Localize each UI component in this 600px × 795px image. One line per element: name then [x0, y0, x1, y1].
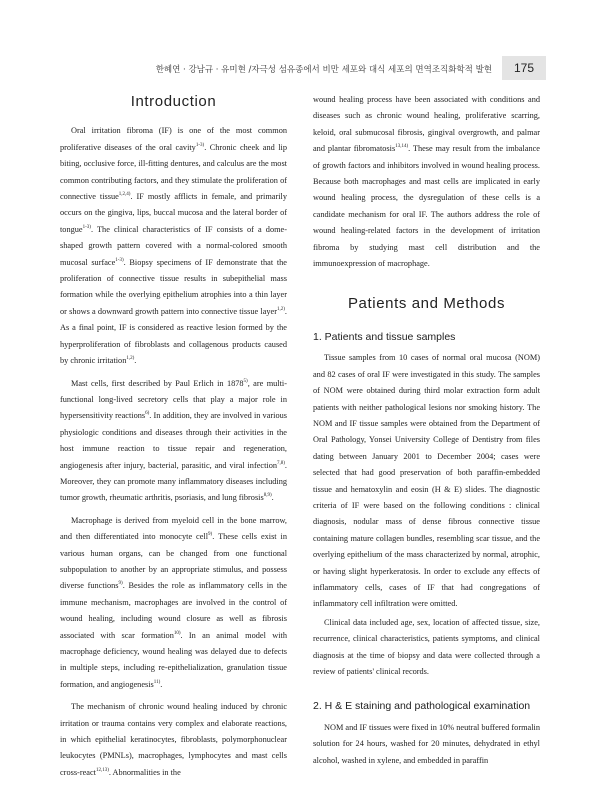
- citation-ref: 1,2): [126, 356, 135, 362]
- subsection-1-heading: 1. Patients and tissue samples: [313, 330, 456, 343]
- methods-paragraph-2: [313, 615, 540, 681]
- text-run: . These cells exist in various human organs, can be changed from one functional subpopulation to another by an appropriate stimulus, and possess diverse functions: [60, 532, 287, 591]
- text-run: . Moreover, they can promote many inflammatory diseases including tumor growth, rheumatic arthritis, psoriasis, and lung fibrosis: [60, 460, 287, 503]
- page-header: [0, 56, 600, 82]
- text-run: . IF mostly afflicts in female, and primarily occurs on the gingiva, lips, buccal mucosa and the lateral border of tongue: [60, 192, 287, 234]
- text-run: Clinical data included age, sex, location of affected tissue, size, recurrence, clinical characteristics, patients symptoms, and clinical diagnosis at the time of biopsy and data were collected through a review of patients' clinical records.: [313, 617, 540, 676]
- text-run: Oral irritation fibroma (IF) is one of the most common proliferative diseases of the oral cavity: [60, 126, 287, 152]
- intro-continuation-paragraph: [313, 92, 540, 272]
- text-run: , are multi-functional long-lived secretory cells that play a major role in hypersensitivity reactions: [60, 378, 287, 421]
- text-run: . Besides the role as inflammatory cells in the immune mechanism, macrophages are involved in the control of wound healing, including wound closure as well as fibrosis associated with scar formation: [60, 581, 287, 640]
- patients-methods-heading: Patients and Methods: [347, 295, 506, 313]
- text-run: .: [134, 356, 137, 366]
- citation-ref: 5): [243, 378, 248, 384]
- intro-paragraph-2: [60, 376, 287, 507]
- introduction-heading: Introduction: [130, 93, 217, 110]
- intro-paragraph-1: [60, 123, 287, 369]
- citation-ref: 6): [145, 411, 150, 417]
- citation-ref: 10): [173, 630, 181, 636]
- text-run: .: [271, 493, 274, 503]
- citation-ref: 8,9): [263, 493, 272, 499]
- text-run: . These may result from the imbalance of growth factors and inhibitors involved in wound healing process. Because both macrophages and mast cells are implicated in early wound healing process, the dysregulation of these cells is a candidate mechanism for oral IF. The authors address the role of wound healing-related factors in the development of irritation fibroma by studying mast cell distribution and the immunoexpression of macrophage.: [313, 144, 540, 269]
- citation-ref: 1-3): [115, 257, 124, 263]
- subsection-2-heading: 2. H & E staining and pathological examination: [313, 700, 531, 713]
- text-run: . The clinical characteristics of IF consists of a dome-shaped growth pattern covered with a normal-colored smooth mucosal surface: [60, 224, 287, 267]
- running-title: 한혜연 · 강남규 · 유미현 /자극성 섬유종에서 비만 세포와 대식 세포의 면역조직화학적 발현: [155, 65, 492, 75]
- citation-ref: 9): [118, 581, 123, 587]
- intro-paragraph-4: [60, 699, 287, 781]
- text-run: Tissue samples from 10 cases of normal oral mucosa (NOM) and 82 cases of oral IF were investigated in this study. The samples of NOM were obtained during third molar extraction form adult patients with neither pathological lesions nor smoking history. The NOM and IF tissue samples were obtained from the Department of Oral Pathology, Yonsei University College of Dentistry from files dating between January 2001 to December 2004; cases were selected that had good preservation of both paraffin-embedded tissue and hematoxylin and eosin (H & E) slides. The diagnostic criteria of IF were based on the following conditions : clinical diagnosis, nodular mass of dense fibrous connective tissue containing mature collagen bundles, resembling scar tissue, and the overlying epithelium of the mass characterized by normal, atrophic, or having slight hyperkeratosis. In order to exclude any effects of inflammatory cells, cases of IF that had congregations of inflammatory cell infiltration were omitted.: [313, 353, 540, 609]
- text-run: .: [160, 679, 163, 689]
- methods-paragraph-1: [313, 350, 540, 613]
- text-run: . In addition, they are involved in various physiologic conditions and diseases through their activities in the host immune reaction to tissue repair and regeneration, angiogenesis after injury, bacterial, parasitic, and viral infection: [60, 411, 287, 470]
- citation-ref: 1-3): [82, 224, 91, 230]
- text-run: . In an animal model with macrophage deficiency, wound healing was delayed due to defects in multiple steps, including re-epithelialization, granulation tissue formation, and angiogenesis: [60, 630, 287, 689]
- citation-ref: 7,8): [277, 460, 285, 466]
- page-number: 175: [502, 56, 546, 80]
- citation-ref: 1-3): [195, 142, 205, 148]
- citation-ref: 11): [153, 679, 161, 685]
- text-run: . Biopsy specimens of IF demonstrate that the proliferation of connective tissue results in subepithelial mass formation while the overlying epithelium atrophies into a thin layer or shows a downward growth pattern into connective tissue layer: [60, 257, 287, 316]
- citation-ref: 13,14): [395, 144, 409, 150]
- left-column: [60, 92, 287, 792]
- citation-ref: 12,13): [95, 767, 109, 773]
- text-run: wound healing process have been associated with conditions and diseases such as chronic wound healing, proliferative scarring, keloid, oral submucosal fibrosis, gingival overgrowth, and palmar and plantar fibromatosis: [313, 95, 540, 154]
- text-run: Mast cells, first described by Paul Erlich in 1878: [71, 378, 244, 388]
- text-run: NOM and IF tissues were fixed in 10% neutral buffered formalin solution for 24 hours, washed for 20 minutes, dehydrated in ethyl alcohol, washed in xylene, and embedded in paraffin: [313, 722, 540, 765]
- text-run: . Abnormalities in the: [108, 767, 181, 777]
- text-run: The mechanism of chronic wound healing induced by chronic irritation or trauma contains very complex and elaborate reactions, in which epithelial keratinocytes, fibroblasts, polymorphonuclear leukocytes (PMNLs), macrophages, lymphocytes and mast cells cross-react: [60, 702, 287, 777]
- right-column: [313, 92, 540, 792]
- citation-ref: 9): [208, 532, 213, 538]
- intro-paragraph-3: [60, 513, 287, 693]
- citation-ref: 1,2,4): [118, 192, 131, 198]
- text-run: . As a final point, IF is considered as reactive lesion formed by the hyperproliferation of fibroblasts and collagenous products caused by chronic irritation: [60, 306, 287, 366]
- methods-paragraph-3: [313, 720, 540, 769]
- text-run: Macrophage is derived from myeloid cell in the bone marrow, and then differentiated into monocyte cell: [60, 515, 287, 542]
- citation-ref: 1,2): [277, 306, 285, 312]
- text-run: . Chronic cheek and lip biting, occlusive force, ill-fitting dentures, and calculus are the most common contributing factors, and they stimulate the proliferation of connective tissue: [60, 142, 288, 202]
